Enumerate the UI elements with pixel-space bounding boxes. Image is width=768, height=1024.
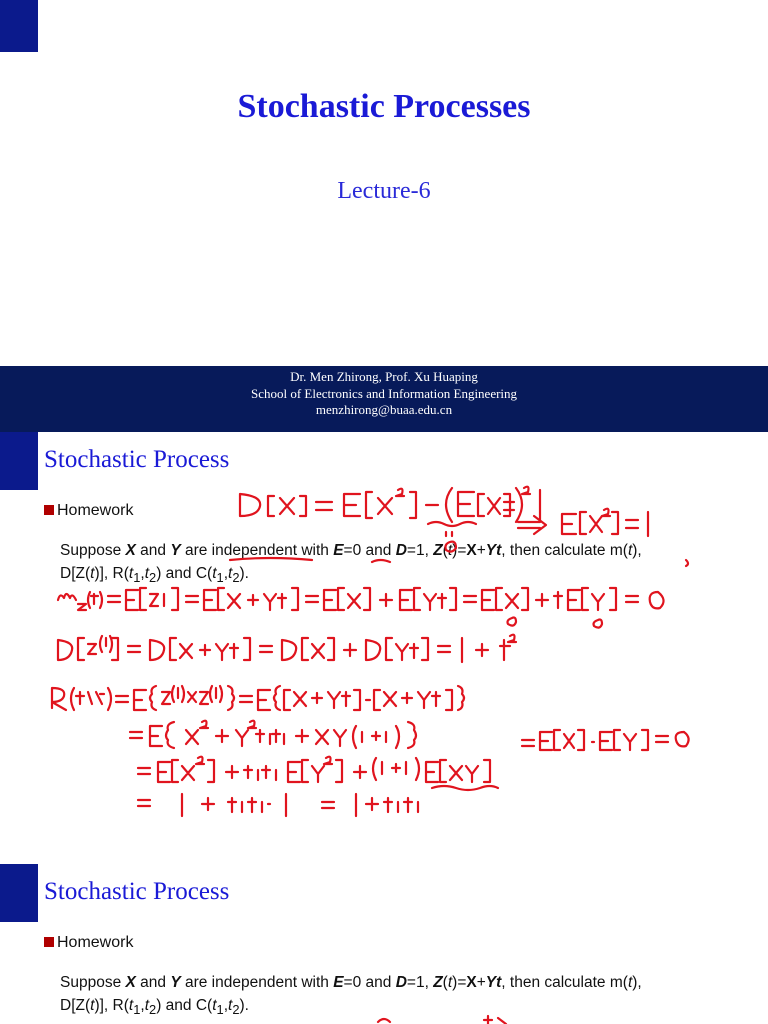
- authors-line: Dr. Men Zhirong, Prof. Xu Huaping: [290, 369, 478, 384]
- handwriting-line-5: [130, 721, 416, 748]
- handwriting-line-7: [138, 794, 418, 816]
- bullet-label: Homework: [57, 502, 134, 519]
- slide-heading: Stochastic Process: [44, 446, 230, 473]
- homework-slide-repeat: [0, 864, 768, 1024]
- lecture-subtitle: Lecture-6: [337, 178, 431, 204]
- underline-e: [372, 560, 390, 562]
- author-footer: [0, 366, 768, 432]
- slide-title: Stochastic Processes: [237, 88, 531, 125]
- email-line: menzhirong@buaa.edu.cn: [315, 402, 453, 417]
- handwriting-side-note: [522, 730, 689, 750]
- handwriting-line-3: [58, 635, 516, 662]
- homework-slide: [0, 432, 768, 864]
- problem-statement: Suppose X and Y are independent with E=0 and D=1, Z(t)=X+Yt, then calculate m(t), D[Z(t)], $R(t_1,t_2)$ and $C(t_1,t_2)$.: [60, 542, 642, 586]
- handwritten-solution: [0, 432, 768, 864]
- handwriting-fragment: [0, 864, 768, 1024]
- red-mark: [686, 560, 688, 566]
- school-line: School of Electronics and Information Engineering: [250, 385, 518, 401]
- bullet-label: Homework: [57, 934, 134, 951]
- slide-heading: Stochastic Process: [44, 878, 230, 905]
- wavy-underline: [432, 786, 498, 790]
- title-slide: [0, 0, 768, 432]
- underline-independent: [230, 558, 312, 560]
- handwriting-line-2: [58, 588, 664, 628]
- handwriting-line-6: [138, 757, 498, 790]
- corner-decoration: [0, 0, 38, 52]
- handwriting-line-1: [240, 487, 648, 552]
- problem-statement: Suppose X and Y are independent with E=0 and D=1, Z(t)=X+Yt, then calculate m(t), D[Z(t)], $R(t_1,t_2)$ and $C(t_1,t_2)$.: [60, 974, 642, 1018]
- handwriting-line-4: [52, 686, 464, 710]
